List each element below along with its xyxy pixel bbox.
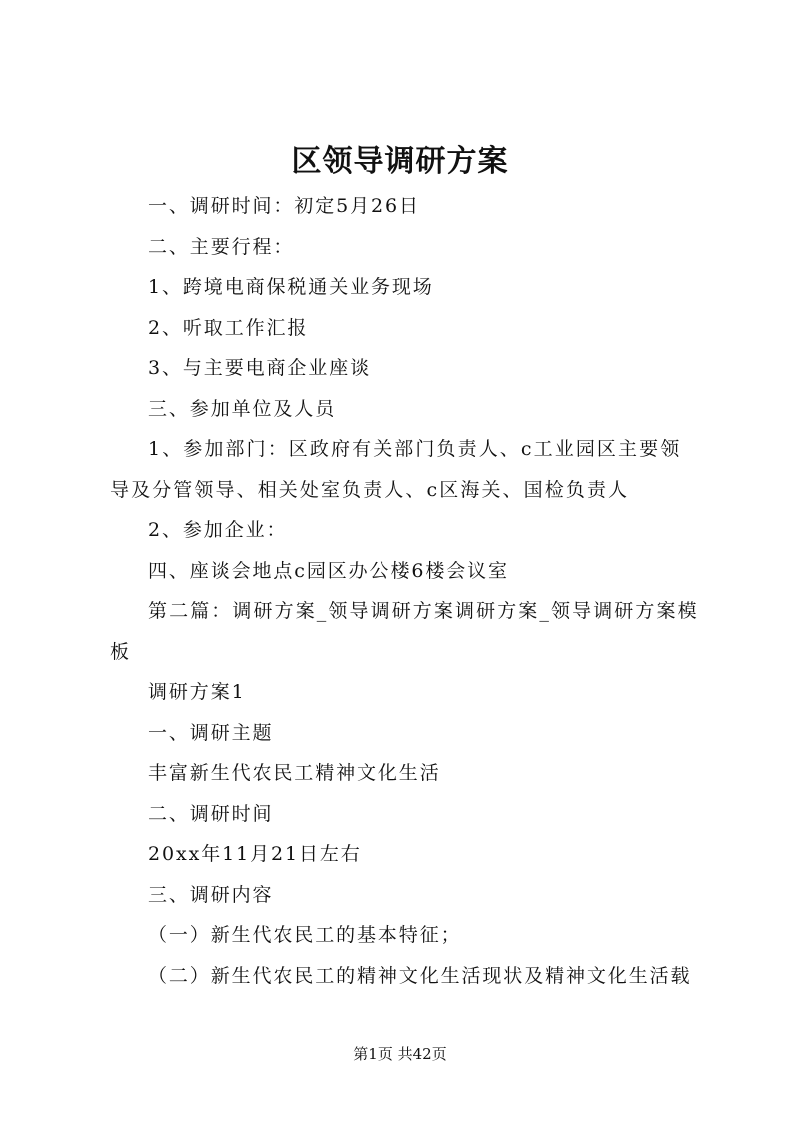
paragraph-meeting-location: 四、座谈会地点c园区办公楼6楼会议室 <box>148 559 509 582</box>
paragraph-theme-content: 丰富新生代农民工精神文化生活 <box>148 762 441 784</box>
paragraph-itinerary-item-3: 3、与主要电商企业座谈 <box>148 357 371 379</box>
paragraph-itinerary-item-2: 2、听取工作汇报 <box>148 316 309 339</box>
paragraph-enterprises: 2、参加企业： <box>148 519 288 541</box>
paragraph-main-itinerary: 二、主要行程： <box>148 235 295 258</box>
paragraph-survey-time: 一、调研时间：初定5月26日 <box>148 195 420 217</box>
paragraph-itinerary-item-1: 1、跨境电商保税通关业务现场 <box>148 276 434 298</box>
paragraph-content-item-1: （一）新生代农民工的基本特征； <box>148 924 462 946</box>
paragraph-departments: 1、参加部门：区政府有关部门负责人、c工业园区主要领导及分管领导、相关处室负责人、c区海关、国检负责人 <box>110 438 682 501</box>
page-footer: 第1页 共42页 <box>353 1045 447 1063</box>
paragraph-date: 20xx年11月21日左右 <box>148 843 362 865</box>
paragraph-survey-time-2: 二、调研时间 <box>148 802 274 825</box>
paragraph-content-item-2: （二）新生代农民工的精神文化生活现状及精神文化生活载 <box>148 964 692 987</box>
document-title: 区领导调研方案 <box>291 144 509 179</box>
paragraph-participants: 三、参加单位及人员 <box>148 397 337 420</box>
paragraph-plan-1: 调研方案1 <box>148 681 246 703</box>
paragraph-survey-theme: 一、调研主题 <box>148 721 274 744</box>
paragraph-second-section: 第二篇：调研方案_领导调研方案调研方案_领导调研方案模板 <box>110 600 699 663</box>
document-body <box>110 186 700 996</box>
paragraph-survey-content: 三、调研内容 <box>148 883 274 906</box>
